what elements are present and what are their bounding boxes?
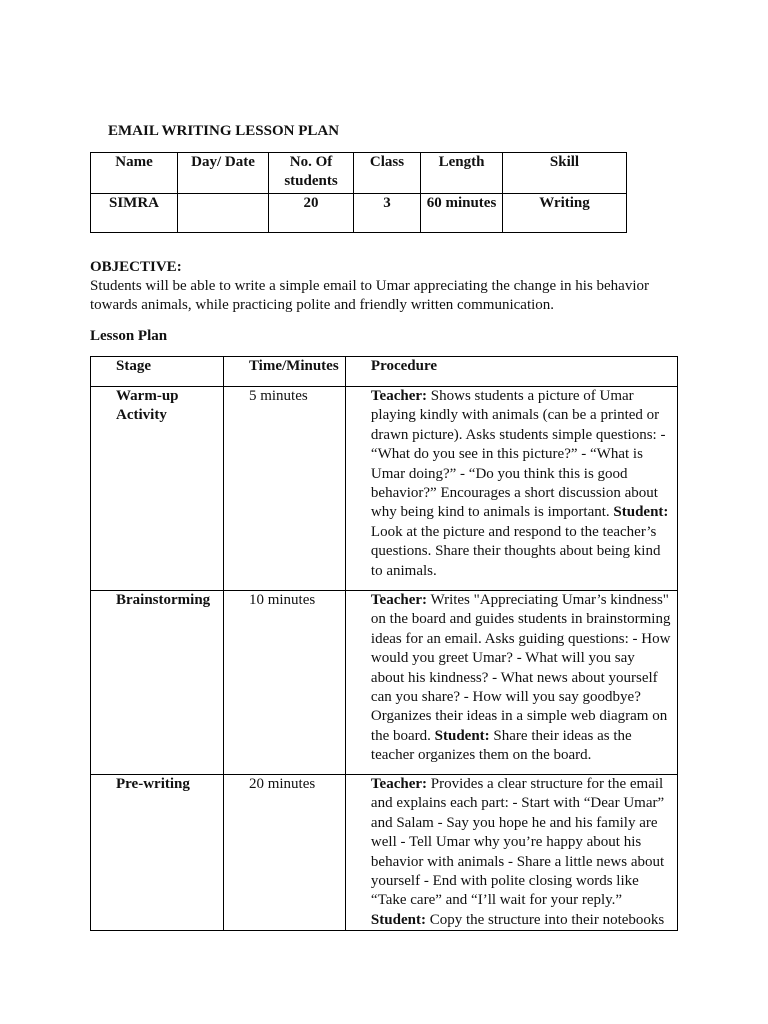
teacher-label: Teacher: (370, 592, 428, 608)
value-length: 60 minutes (421, 193, 503, 232)
header-day-date: Day/ Date (178, 153, 269, 194)
time-cell (223, 775, 345, 931)
time-label: 5 minutes (248, 388, 308, 404)
student-label: Student: (370, 911, 426, 928)
teacher-text: Shows students a picture of Umar playing kindly with animals (can be a printed or drawn picture). Asks students simple questions: - “What do you see in this picture?” - “What is Umar doing?” - “Do you think this is good behavior?” Encourages a short discussion about why being kind to animals is important. (370, 388, 666, 521)
col-time-label: Time/Minutes (248, 358, 339, 374)
time-cell (223, 387, 345, 591)
time-label: 10 minutes (248, 592, 316, 608)
header-class: Class (354, 153, 421, 194)
value-no-of-students: 20 (269, 193, 354, 232)
info-table (90, 152, 627, 233)
stage-cell (91, 387, 224, 591)
student-label: Student: (613, 504, 669, 521)
value-name: SIMRA (91, 193, 178, 232)
student-label: Student: (434, 727, 490, 744)
procedure-text (346, 591, 677, 774)
stage-label: Pre-writing (116, 776, 190, 792)
student-text: Copy the structure into their notebooks (429, 911, 665, 928)
time-cell (223, 591, 345, 775)
procedure-text (346, 387, 677, 589)
col-procedure (345, 357, 677, 387)
stage-cell (91, 775, 224, 931)
teacher-label: Teacher: (370, 388, 428, 404)
procedure-cell (345, 387, 677, 591)
student-text: Look at the picture and respond to the teacher’s questions. Share their thoughts about being kind to animals. (370, 523, 661, 579)
time-label: 20 minutes (248, 776, 316, 792)
objective-text: Students will be able to write a simple email to Umar appreciating the change in his behavior towards animals, while practicing polite and friendly written communication. (90, 278, 650, 314)
stage-label: Warm-up Activity (116, 388, 179, 424)
header-no-of-students: No. Of students (269, 153, 354, 194)
col-procedure-label: Procedure (370, 358, 438, 374)
teacher-text: Writes "Appreciating Umar’s kindness" on the board and guides students in brainstorming ideas for an email. Asks guiding questions: - How would you greet Umar? - What will you say about his kindness? - What news about yourself can you share? - How will you say goodbye? Organizes their ideas in a simple web diagram on the board. (370, 592, 671, 744)
header-length: Length (421, 153, 503, 194)
plan-row-warmup (91, 387, 678, 591)
procedure-cell (345, 591, 677, 775)
document-title: EMAIL WRITING LESSON PLAN (108, 123, 340, 139)
value-skill: Writing (503, 193, 627, 232)
teacher-text: Provides a clear structure for the email and explains each part: - Start with “Dear Umar” and Salam - Say you hope he and his family are well - Tell Umar why you’re happy about his behavior with animals - Share a little news about yourself - End with polite closing words like “Take care” and “I’ll wait for your reply.” (370, 776, 665, 909)
plan-header-row (91, 357, 678, 387)
plan-row-brainstorming (91, 591, 678, 775)
stage-cell (91, 591, 224, 775)
student-text: Share their ideas as the teacher organizes them on the board. (370, 727, 632, 764)
procedure-text (346, 775, 677, 930)
col-stage (91, 357, 224, 387)
col-time (223, 357, 345, 387)
stage-label: Brainstorming (116, 592, 211, 608)
procedure-cell (345, 775, 677, 931)
plan-row-prewriting (91, 775, 678, 931)
info-header-row (91, 153, 627, 194)
header-name: Name (91, 153, 178, 194)
teacher-label: Teacher: (370, 776, 428, 792)
lesson-plan-heading: Lesson Plan (90, 328, 168, 344)
col-stage-label: Stage (116, 358, 151, 374)
objective-heading: OBJECTIVE: (90, 259, 182, 275)
info-value-row (91, 193, 627, 232)
header-skill: Skill (503, 153, 627, 194)
value-class: 3 (354, 193, 421, 232)
lesson-plan-table (90, 356, 678, 931)
value-day-date (178, 193, 269, 232)
